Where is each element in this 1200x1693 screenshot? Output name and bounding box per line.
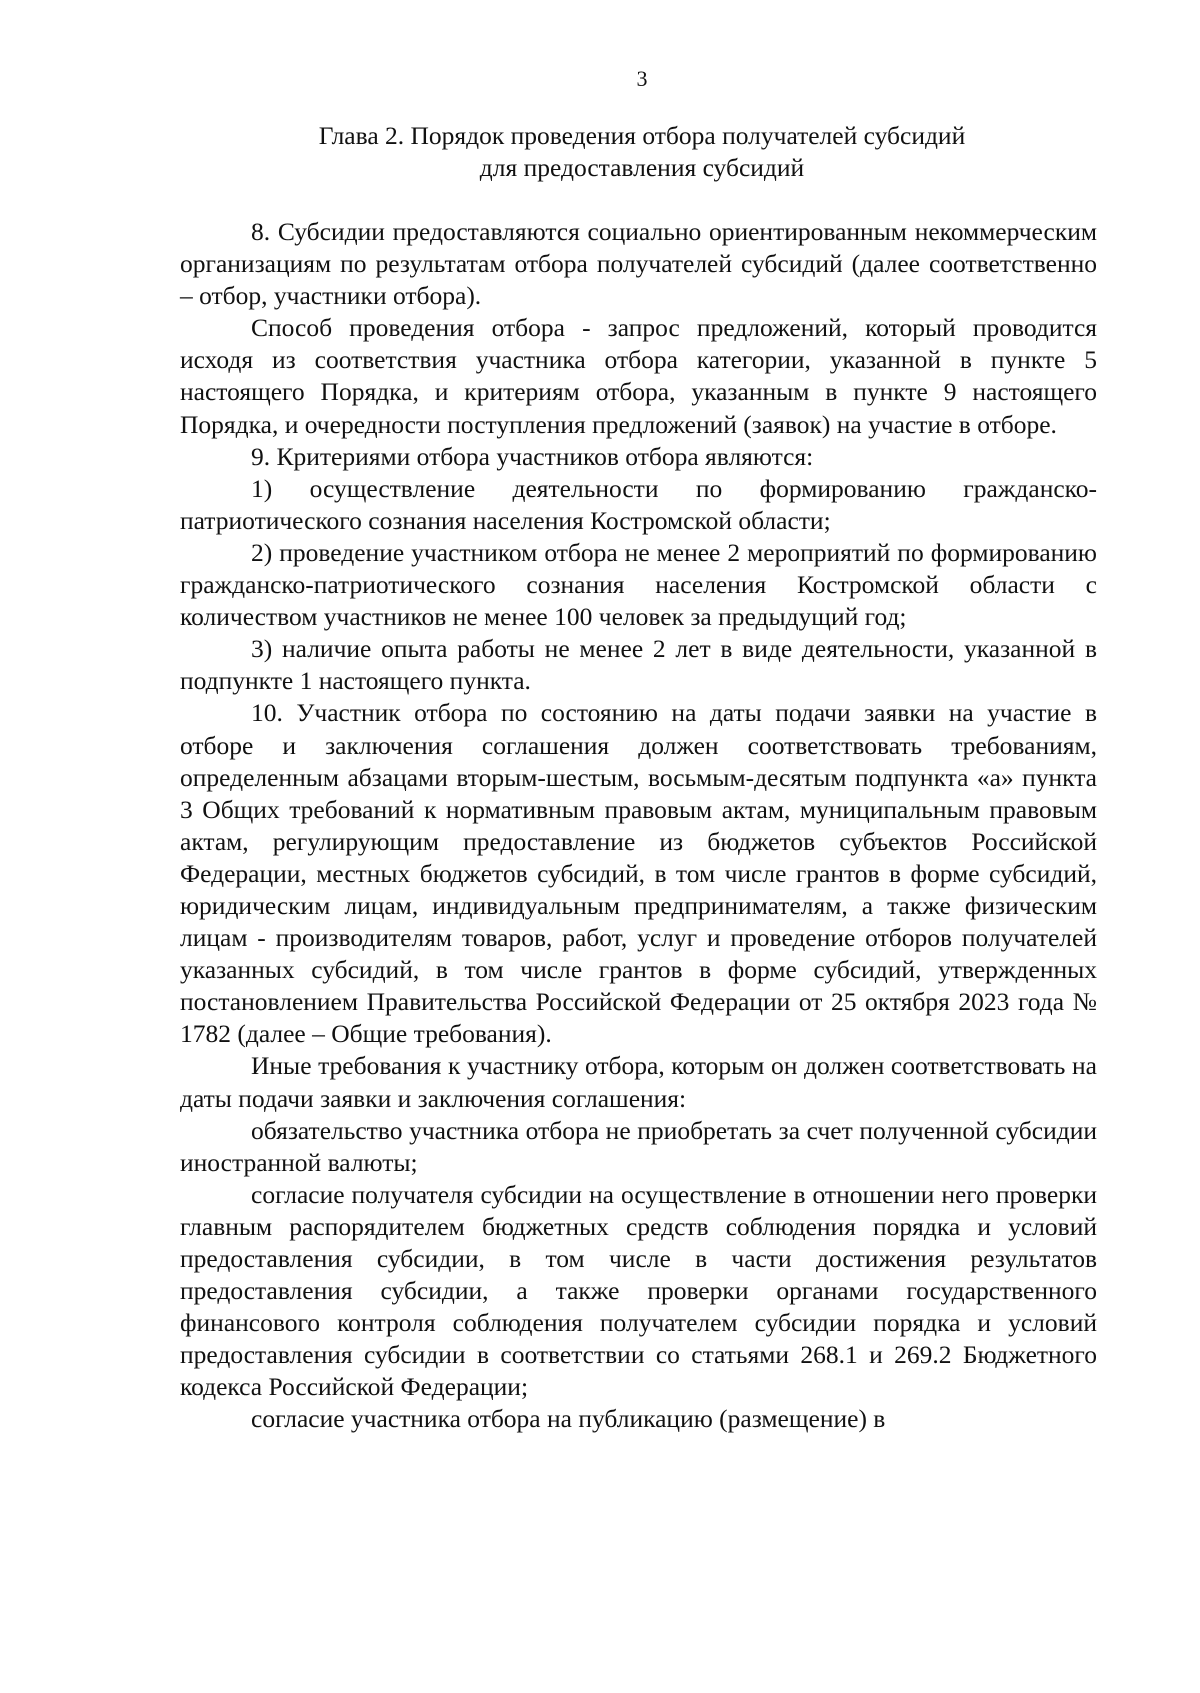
chapter-heading-line-1: Глава 2. Порядок проведения отбора получателей субсидий: [318, 121, 966, 150]
paragraph-10: 10. Участник отбора по состоянию на даты подачи заявки на участие в отборе и заключения соглашения должен соответствовать требованиям, определенным абзацами вторым-шестым, восьмым-десятым подпункта «а» пункта 3 Общих требований к нормативным правовым актам, муниципальным правовым актам, регулирующим предоставление из бюджетов субъектов Российской Федерации, местных бюджетов субсидий, в том числе грантов в форме субсидий, юридическим лицам, индивидуальным предпринимателям, а также физическим лицам - производителям товаров, работ, услуг и проведение отборов получателей указанных субсидий, в том числе грантов в форме субсидий, утвержденных постановлением Правительства Российской Федерации от 25 октября 2023 года № 1782 (далее – Общие требования).: [180, 698, 1097, 1049]
paragraph-9: 9. Критериями отбора участников отбора являются:: [251, 441, 814, 471]
criterion-2: 2) проведение участником отбора не менее 2 мероприятий по формированию гражданско-патриотического сознания населения Костромской области с количеством участников не менее 100 человек за предыдущий год;: [180, 537, 1097, 632]
paragraph-other-requirements: Иные требования к участнику отбора, которым он должен соответствовать на даты подачи заявки и заключения соглашения:: [180, 1051, 1097, 1113]
page-number: 3: [636, 66, 648, 91]
paragraph-8: 8. Субсидии предоставляются социально ориентированным некоммерческим организациям по результатам отбора получателей субсидий (далее соответственно – отбор, участники отбора).: [180, 217, 1097, 311]
requirement-currency: обязательство участника отбора не приобретать за счет полученной субсидии иностранной валюты;: [180, 1115, 1097, 1177]
paragraph-selection-method: Способ проведения отбора - запрос предложений, который проводится исходя из соответствия участника отбора категории, указанной в пункте 5 настоящего Порядка, и критериям отбора, указанным в пункте 9 настоящего Порядка, и очередности поступления предложений (заявок) на участие в отборе.: [180, 313, 1097, 439]
chapter-heading: [180, 120, 1104, 184]
chapter-heading-line-2: для предоставления субсидий: [479, 153, 805, 182]
requirement-inspection-consent: согласие получателя субсидии на осуществление в отношении него проверки главным распорядителем бюджетных средств соблюдения порядка и условий предоставления субсидии, в том числе в части достижения результатов предоставления субсидии, а также проверки органами государственного финансового контроля соблюдения получателем субсидии порядка и условий предоставления субсидии в соответствии со статьями 268.1 и 269.2 Бюджетного кодекса Российской Федерации;: [180, 1179, 1097, 1402]
document-body: [180, 216, 1097, 1436]
criterion-3: 3) наличие опыта работы не менее 2 лет в виде деятельности, указанной в подпункте 1 настоящего пункта.: [180, 634, 1097, 696]
requirement-publication-consent: согласие участника отбора на публикацию (размещение) в: [251, 1404, 886, 1434]
criterion-1: 1) осуществление деятельности по формированию гражданско-патриотического сознания населения Костромской области;: [180, 473, 1097, 535]
